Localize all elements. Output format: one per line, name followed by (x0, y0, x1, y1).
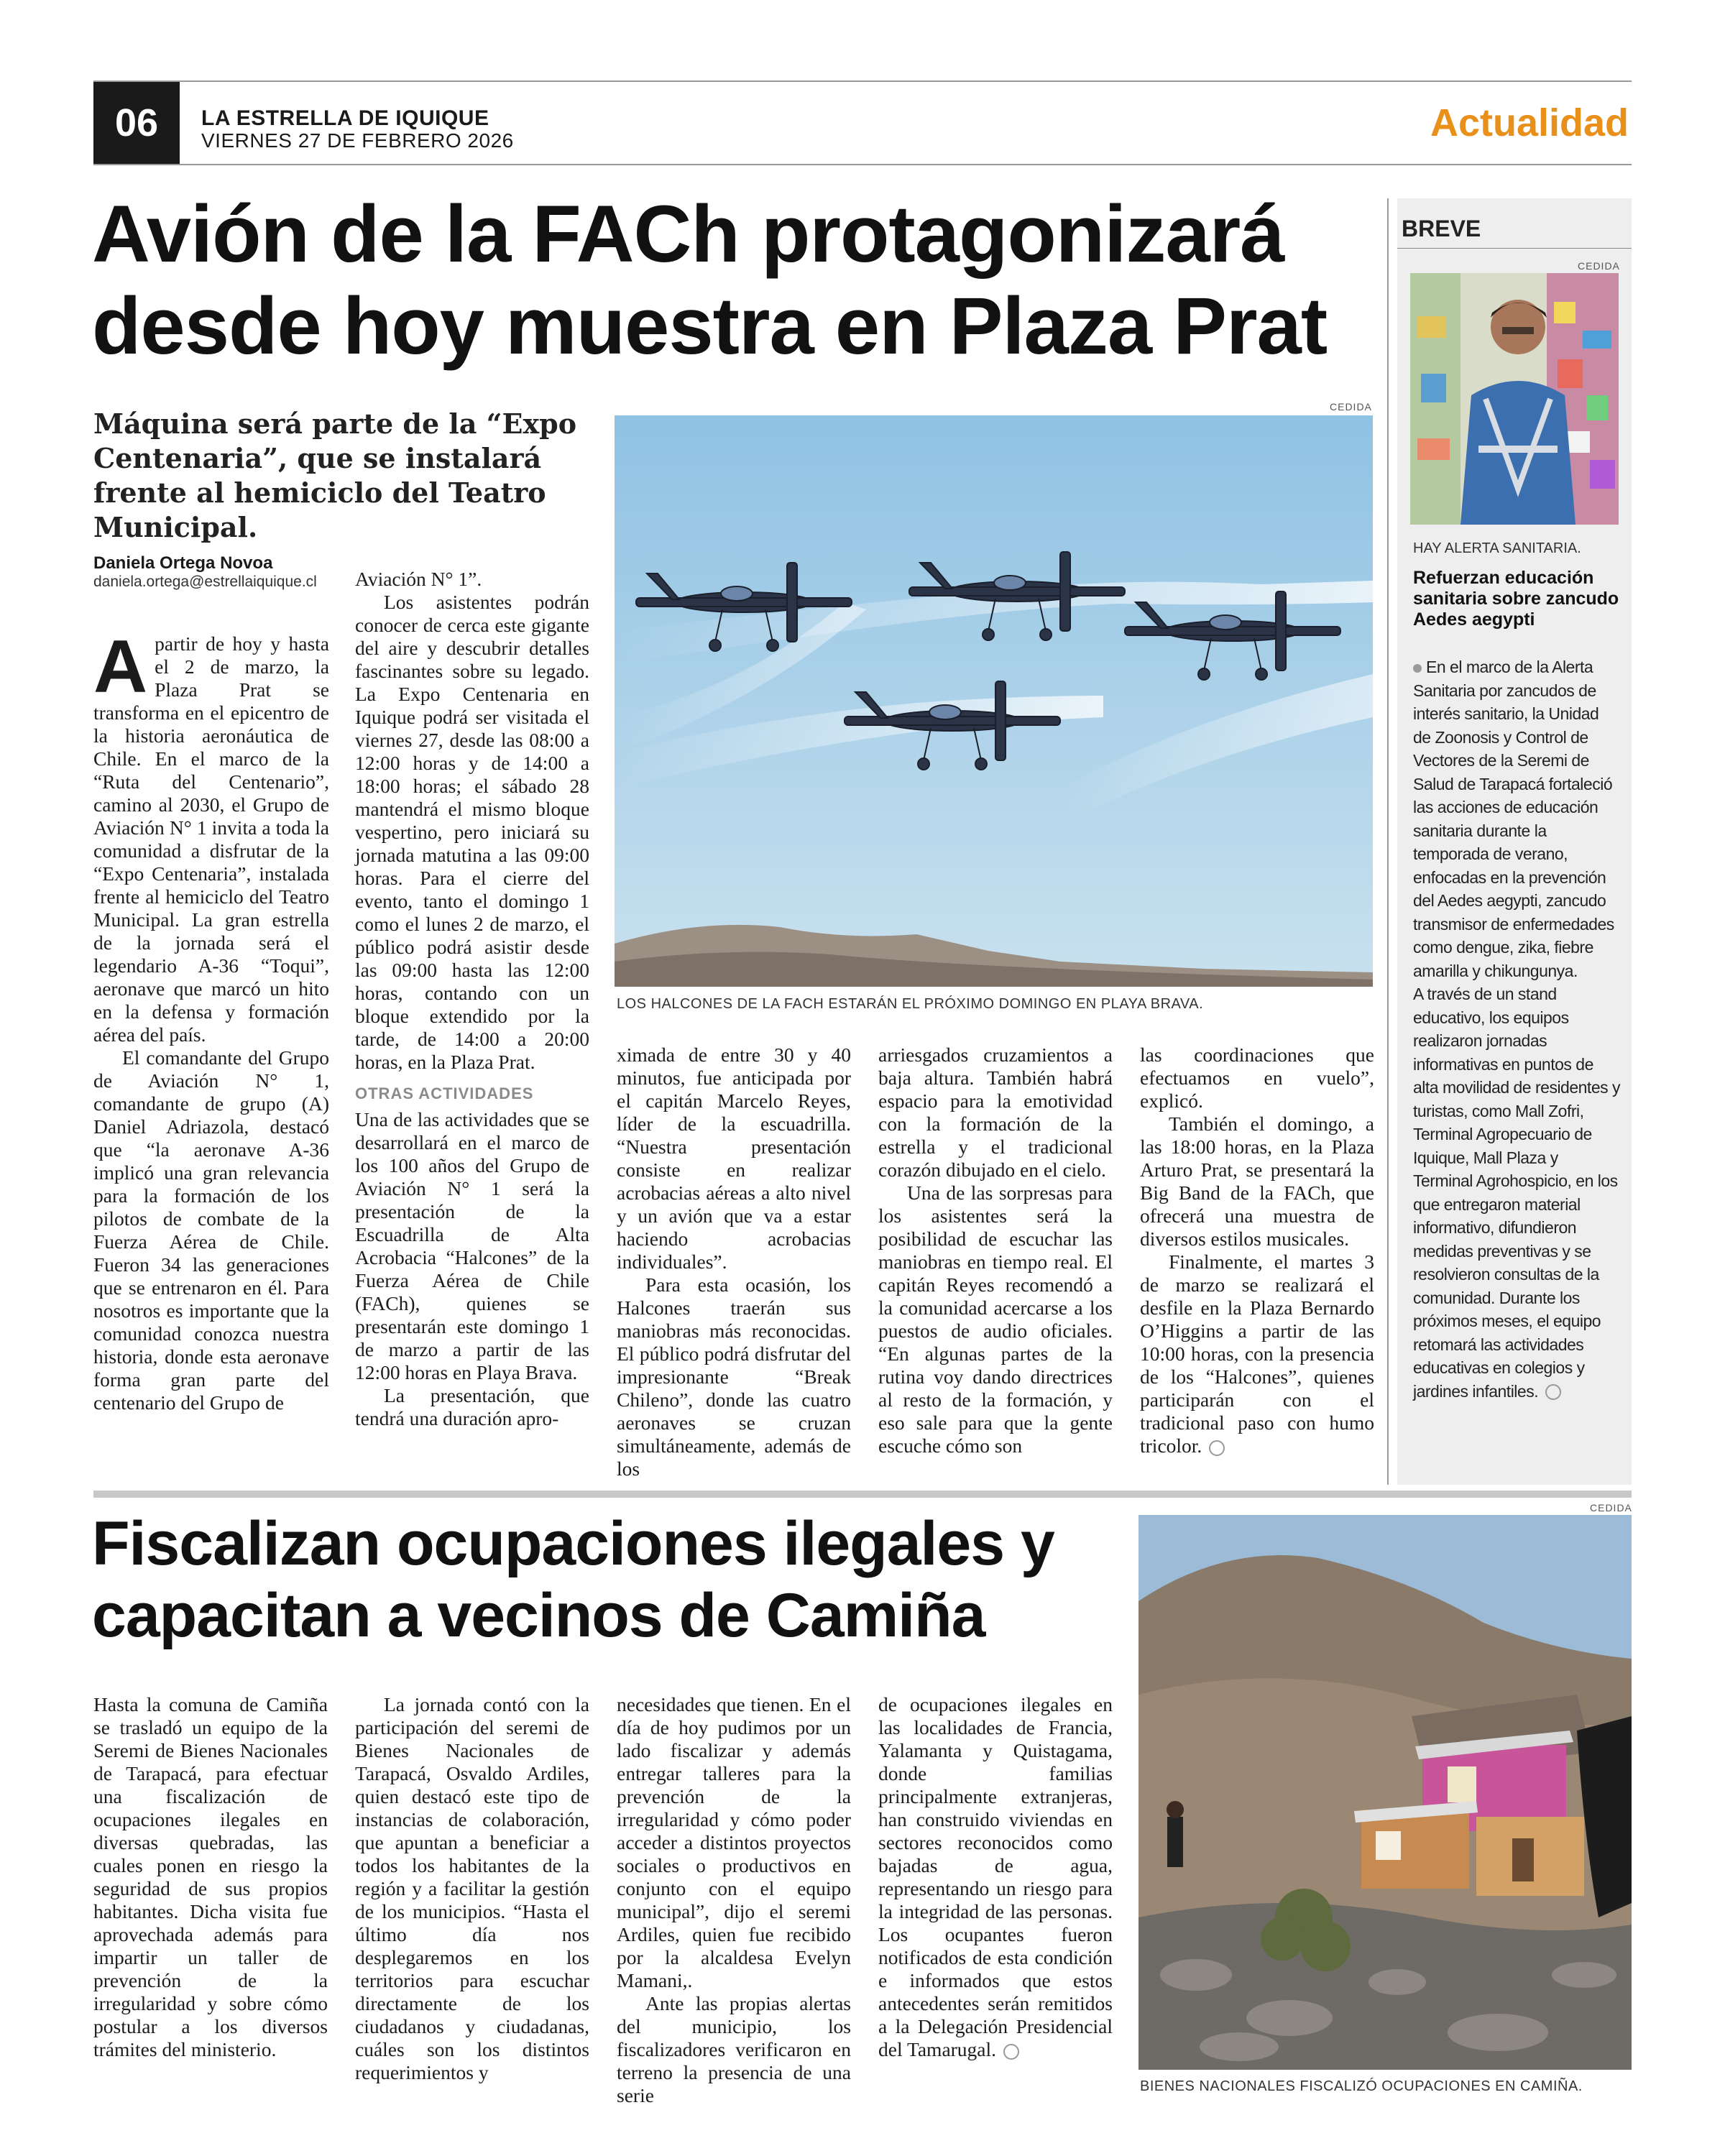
article2-col1-para: Hasta la comuna de Camiña se trasladó un equipo de la Seremi de Bienes Nacionales de Tarapacá, para efectuar una fiscalización de ocupaciones ilegales en diversas quebradas, las cuales ponen en riesgo la seguridad de sus propios habitantes. Dicha visita fue aprovechada además para impartir un taller de prevención de la irregularidad y sobre cómo postular a los diversos trámites del ministerio. (93, 1693, 328, 2060)
article1-photo-caption: LOS HALCONES DE LA FACH ESTARÁN EL PRÓXIMO DOMINGO EN PLAYA BRAVA. (617, 996, 1204, 1012)
dropcap: A (93, 625, 148, 709)
article2-photo-credit: CEDIDA (1590, 1502, 1632, 1514)
breve-photo-credit: CEDIDA (1578, 260, 1620, 272)
breve-label: BREVE (1402, 216, 1481, 241)
article2-col3 (617, 1693, 851, 2107)
article1-author: Daniela Ortega Novoa (93, 553, 273, 573)
breve-photo (1410, 273, 1619, 525)
article1-deck: Máquina será parte de la “Expo Centenaria”, que se instalará frente al hemiciclo del Teatro Municipal. (93, 407, 577, 543)
article2-headline (92, 1508, 1134, 1651)
breve-body (1413, 655, 1620, 1403)
section-separator (93, 1491, 1632, 1498)
article1-col2-para2: Una de las actividades que se desarrollará en el marco de los 100 años del Grupo de Aviación N° 1 será la presentación de la Escuadrilla de Alta Acrobacia “Halcones” de la Fuerza Aérea de Chile (FACh), quienes se presentarán este domingo 1 de marzo a partir de las 12:00 horas en Playa Brava. (355, 1108, 589, 1383)
article2-col4-para (878, 1693, 1113, 2061)
article2-col4-text: de ocupaciones ilegales en las localidades de Francia, Yalamanta y Quistagama, donde familias principalmente extranjeras, han construido viviendas en sectores reconocidos como bajadas de agua, representando un riesgo para la integridad de las personas. Los ocupantes fueron notificados de esta condición e informados que estos antecedentes serán remitidos a la Delegación Presidencial del Tamarugal. (878, 1693, 1113, 2060)
article1-email: daniela.ortega@estrellaiquique.cl (93, 573, 317, 590)
article1-col4-para2: Una de las sorpresas para los asistentes será la posibilidad de escuchar las maniobras en tiempo real. El capitán Reyes recomendó a la comunidad acercarse a los puestos de audio oficiales. “En algunas partes de la rutina voy dando directrices al resto de la formación, y eso sale para que la gente escuche cómo son (878, 1181, 1113, 1457)
article1-col1-para1-text: partir de hoy y hasta el 2 de marzo, la Plaza Prat se transforma en el epicentro de la historia aeronáutica de Chile. En el marco de la “Ruta del Centenario”, camino al 2030, el Grupo de Aviación N° 1 invita a toda la comunidad a disfrutar de la “Expo Centenaria”, instalada frente al hemiciclo del Teatro Municipal. La gran estrella de la jornada será el legendario A-36 “Toqui”, aeronave que marcó un hito en la defensa y formación aérea del país. (93, 632, 329, 1046)
camina-houses-image (1138, 1515, 1632, 2070)
publication-name: LA ESTRELLA DE IQUIQUE (201, 106, 489, 130)
article1-col4-para1: arriesgados cruzamientos a baja altura. También habrá espacio para la emotividad con la formación de la estrella y el tradicional corazón dibujado en el cielo. (878, 1044, 1113, 1181)
header-rule (93, 164, 1632, 165)
article1-col3-para2: Para esta ocasión, los Halcones traerán sus maniobras más reconocidas. El público podrá disfrutar del impresionante “Break Chileno”, donde las cuatro aeronaves se cruzan simultáneamente, además de los (617, 1273, 851, 1480)
article1-col3-para1: ximada de entre 30 y 40 minutos, fue anticipada por el capitán Marcelo Reyes, líder de la escuadrilla. “Nuestra presentación consiste en realizar acrobacias aéreas a alto nivel y un avión que va a estar haciendo acrobacias individuales”. (617, 1044, 851, 1273)
article2-col3-para2: Ante las propias alertas del municipio, los fiscalizadores verificaron en terreno la presencia de una serie (617, 1992, 851, 2106)
article1-col1-para1 (93, 625, 329, 1046)
breve-para1-text: En el marco de la Alerta Sanitaria por zancudos de interés sanitario, la Unidad de Zoonosis y Control de Vectores de la Seremi de Salud de Tarapacá fortaleció las acciones de educación sanitaria durante la temporada de verano, enfocadas en la prevención del Aedes aegypti, zancudo transmisor de enfermedades como dengue, zika, fiebre amarilla y chikungunya. (1413, 658, 1614, 980)
article1-col2-para1: Los asistentes podrán conocer de cerca este gigante del aire y descubrir detalles fascinantes sobre su legado. La Expo Centenaria en Iquique podrá ser visitada el viernes 27, desde las 08:00 a 12:00 horas y de 14:00 a 18:00 horas; el sábado 28 mantendrá el mismo bloque vespertino, pero iniciará su jornada matutina a las 09:00 horas. Para el cierre del evento, tanto el domingo 1 como el lunes 2 de marzo, el público podrá asistir desde las 09:00 hasta las 12:00 horas, contando con un bloque extendido por la tarde, de 14:00 a 20:00 horas, en la Plaza Prat. (355, 591, 589, 1073)
article1-col5-para3 (1140, 1250, 1374, 1457)
article1-photo-credit: CEDIDA (1330, 401, 1372, 413)
article1-col5 (1140, 1044, 1374, 1457)
article2-headline-line2: capacitan a vecinos de Camiña (92, 1581, 985, 1650)
breve-para2-text: A través de un stand educativo, los equipos realizaron jornadas informativas en puntos de alta movilidad de residentes y turistas, como Mall Zofri, Terminal Agropecuario de Iquique, Mall Plaza y Terminal Agrohospicio, en los que entregaron material informativo, difundieron medidas preventivas y se resolvieron consultas de la comunidad. Durante los próximos meses, el equipo retomará las actividades educativas en colegios y jardines infantiles. (1413, 985, 1620, 1401)
bullet-icon (1413, 664, 1422, 673)
article1-col5-para1: las coordinaciones que efectuamos en vuelo”, explicó. (1140, 1044, 1374, 1112)
article1-headline-line2: desde hoy muestra en Plaza Prat (92, 281, 1328, 371)
edition-date: VIERNES 27 DE FEBRERO 2026 (201, 129, 514, 152)
article1-col1-para2: El comandante del Grupo de Aviación N° 1, comandante de grupo (A) Daniel Adriazola, destacó que “la aeronave A-36 implicó una gran relevancia para la formación de los pilotos de combate de la Fuerza Aérea de Chile. Fueron 34 las generaciones que se entrenaron en él. Para nosotros es importante que la comunidad conozca nuestra historia, donde esta aeronave forma gran parte del centenario del Grupo de (93, 1046, 329, 1414)
article1-col5-para3-text: Finalmente, el martes 3 de marzo se realizará el desfile en la Plaza Bernardo O’Higgins a partir de las 10:00 horas, con la presencia de los “Halcones”, quienes participarán con el tradicional paso con humo tricolor. (1140, 1250, 1374, 1457)
article2-col3-para1: necesidades que tienen. En el día de hoy pudimos por un lado fiscalizar y además entregar talleres para la prevención de la irregularidad y cómo poder acceder a distintos proyectos sociales o productivos en conjunto con el equipo municipal”, dijo el seremi Ardiles, quien fue recibido por la alcaldesa Evelyn Mamani,. (617, 1693, 851, 1991)
article2-col2 (355, 1693, 589, 2084)
article1-col2-para0: Aviación N° 1”. (355, 568, 482, 590)
article2-col1 (93, 1693, 328, 2061)
breve-para2 (1413, 982, 1620, 1403)
sidebar-divider (1387, 198, 1389, 1485)
page-number: 06 (114, 101, 159, 144)
article1-col4 (878, 1044, 1113, 1457)
breve-kicker: HAY ALERTA SANITARIA. (1413, 540, 1581, 556)
breve-para1 (1413, 655, 1620, 982)
article1-subhead: OTRAS ACTIVIDADES (355, 1084, 534, 1102)
aerobatic-planes-image (615, 415, 1373, 987)
article2-photo (1138, 1515, 1632, 2070)
article1-col3 (617, 1044, 851, 1480)
top-rule (93, 80, 1632, 82)
end-mark-icon (1545, 1384, 1561, 1400)
article2-col2-para: La jornada contó con la participación del seremi de Bienes Nacionales de Tarapacá, Osvaldo Ardiles, quien destacó este tipo de instancias de colaboración, que apuntan a beneficiar a todos los habitantes de la región y a facilitar la gestión de los municipios. “Hasta el último día nos desplegaremos en los territorios para escuchar directamente de los ciudadanos y ciudadanas, cuáles son los distintos requerimientos y (355, 1693, 589, 2083)
end-mark-icon (1209, 1440, 1225, 1456)
article1-col2-para3: La presentación, que tendrá una duración apro- (355, 1384, 589, 1429)
article1-col1 (93, 625, 329, 1414)
end-mark-icon (1003, 2044, 1019, 2060)
health-worker-image (1410, 273, 1619, 525)
article2-photo-caption: BIENES NACIONALES FISCALIZÓ OCUPACIONES EN CAMIÑA. (1140, 2078, 1583, 2094)
article2-col4 (878, 1693, 1113, 2061)
article1-headline (92, 188, 1386, 372)
article2-headline-line1: Fiscalizan ocupaciones ilegales y (92, 1509, 1054, 1578)
breve-title: Refuerzan educación sanitaria sobre zancudo Aedes aegypti (1413, 568, 1619, 630)
article1-col5-para2: También el domingo, a las 18:00 horas, en la Plaza Arturo Prat, se presentará la Big Band de la FACh, que ofrecerá una muestra de diversos estilos musicales. (1140, 1112, 1374, 1250)
breve-rule (1397, 248, 1632, 249)
article1-photo (615, 415, 1373, 987)
section-label: Actualidad (1430, 101, 1629, 144)
article1-headline-line1: Avión de la FACh protagonizará (92, 189, 1284, 279)
page-number-box (93, 82, 180, 164)
article1-col2 (355, 568, 589, 1430)
